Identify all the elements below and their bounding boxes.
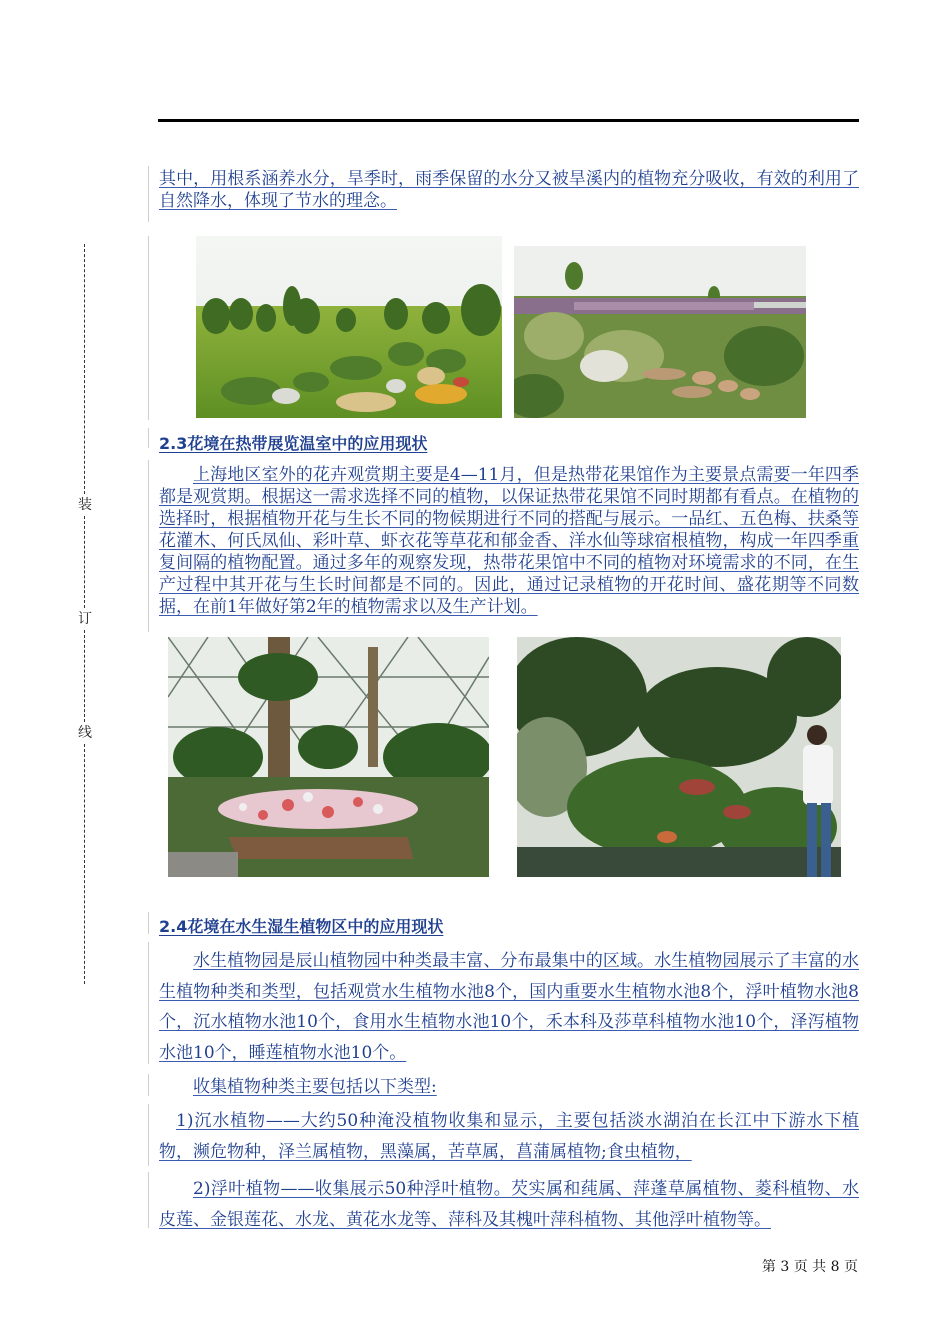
binding-line [84,516,85,608]
section-heading-2-4: 2.4花境在水生湿生植物区中的应用现状 [159,917,444,936]
header-rule [158,119,859,122]
paragraph-aquatic-garden: 水生植物园是辰山植物园中种类最丰富、分布最集中的区域。水生植物园展示了丰富的水生植物种类和类型，包括观赏水生植物水池8个，国内重要水生植物水池8个，浮叶植物水池8个，沉水植物水池10个，食用水生植物水池10个，禾本科及莎草科植物水池10个，泽泻植物水池10个，睡莲植物水池10个。 [159,951,859,1063]
revision-mark [148,912,149,934]
revision-mark [148,1172,149,1228]
paragraph-collection-types: 收集植物种类主要包括以下类型: [193,1077,437,1097]
revision-mark [148,428,149,448]
binding-char-zhuang: 装 [78,497,92,513]
revision-mark [148,1074,149,1096]
binding-char-ding: 订 [78,611,92,627]
dry-creek-photo [514,246,806,418]
revision-mark [148,1104,149,1166]
paragraph-tropical-greenhouse: 上海地区室外的花卉观赏期主要是4—11月，但是热带花果馆作为主要景点需要一年四季都是观赏期。根据这一需求选择不同的植物，以保证热带花果馆不同时期都有看点。在植物的选择时，根据植物开花与生长不同的物候期进行不同的搭配与展示。一品红、五色梅、扶桑等花灌木、何氏凤仙、彩叶草、虾衣花等草花和郁金香、洋水仙等球宿根植物，构成一年四季重复间隔的植物配置。通过多年的观察发现，热带花果馆中不同的植物对环境需求的不同，在生产过程中其开花与生长时间都是不同的。因此，通过记录植物的开花时间、盛花期等不同数据，在前1年做好第2年的植物需求以及生产计划。 [159,465,859,617]
revision-mark [148,236,149,420]
binding-line [84,244,85,494]
page-number: 第 3 页 共 8 页 [761,1259,858,1275]
tropical-plants-photo [517,637,841,877]
section-heading-2-3: 2.3花境在热带展览温室中的应用现状 [159,434,428,453]
greenhouse-flowerbed-photo [168,637,489,877]
revision-mark [148,942,149,1064]
revision-mark [148,166,149,222]
paragraph-submerged-plants: 1)沉水植物——大约50种淹没植物收集和显示，主要包括淡水湖泊在长江中下游水下植物，濒危物种，泽兰属植物，黑藻属，苦草属，菖蒲属植物;食虫植物， [159,1111,859,1162]
revision-mark [148,460,149,632]
binding-line [84,630,85,722]
paragraph-floating-plants: 2)浮叶植物——收集展示50种浮叶植物。芡实属和莼属、萍蓬草属植物、菱科植物、水皮莲、金银莲花、水龙、黄花水龙等、萍科及其槐叶萍科植物、其他浮叶植物等。 [159,1179,859,1230]
binding-char-xian: 线 [78,725,92,741]
garden-lawn-photo [196,236,502,418]
binding-line [84,744,85,984]
paragraph-drought-creek: 其中，用根系涵养水分，旱季时，雨季保留的水分又被旱溪内的植物充分吸收，有效的利用了自然降水，体现了节水的理念。 [159,169,859,211]
